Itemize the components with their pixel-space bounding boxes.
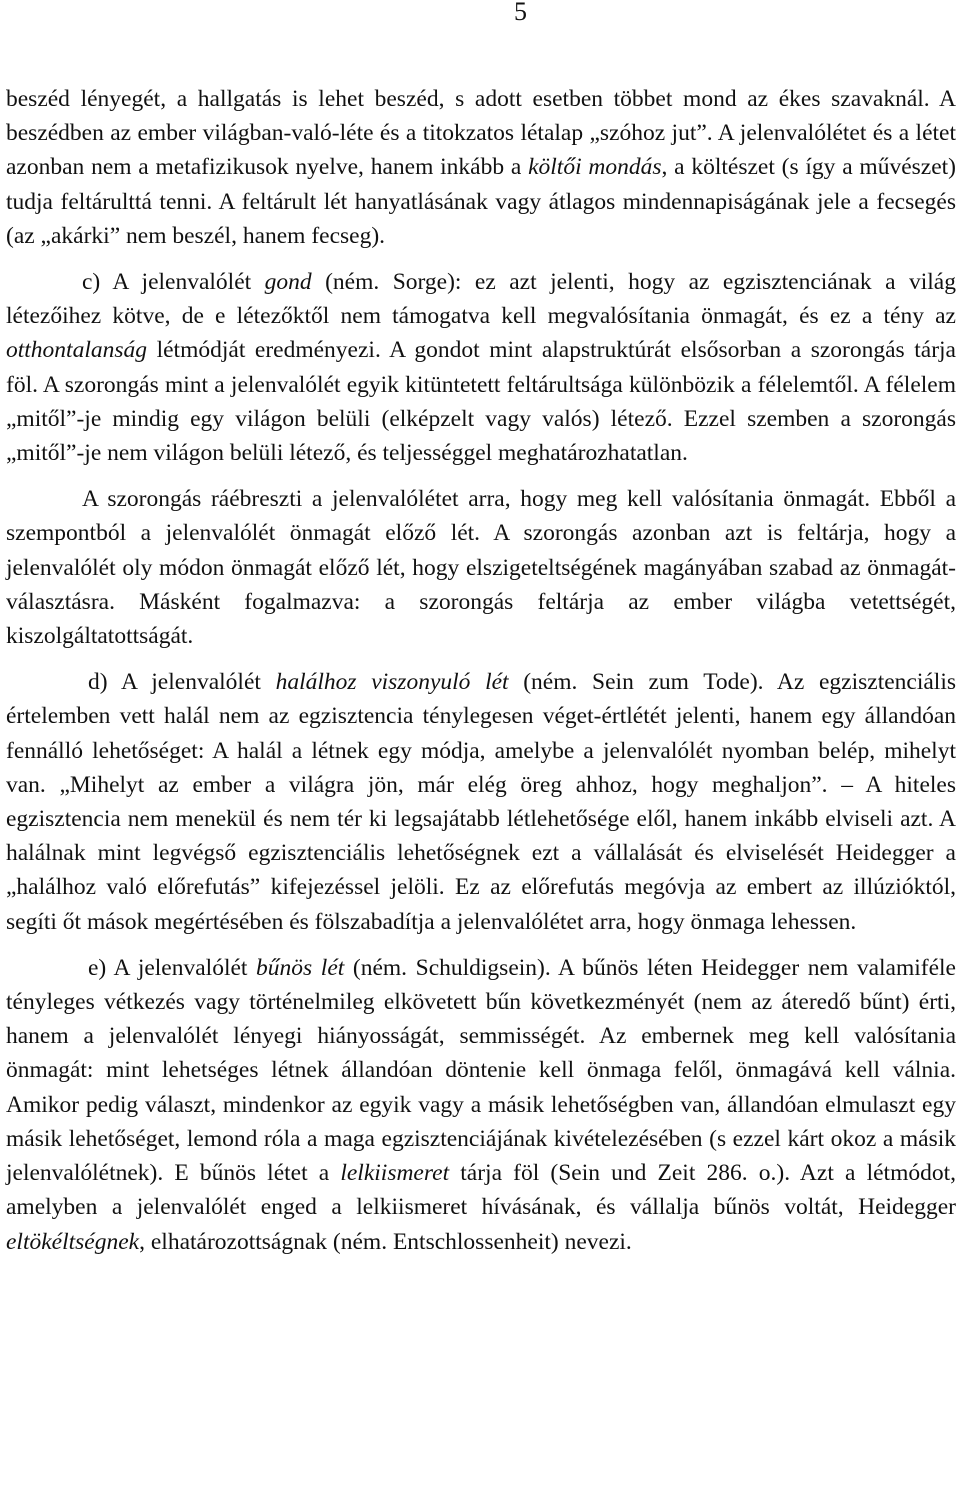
italic-term: lelkiismeret <box>340 1160 450 1187</box>
text-run: (ném. Sorge): ez azt jelenti, hogy az egzisztenciának a világ létezőihez kötve, de e létezőktől nem támogatva kell megvalósítania önmagát, és ez a tény az <box>6 269 956 330</box>
paragraph-4 <box>6 665 956 939</box>
paragraph-1 <box>6 82 956 253</box>
page-number: 5 <box>514 0 527 26</box>
paragraph-5 <box>6 951 956 1259</box>
text-run: tárja föl (Sein und Zeit 286. o.). Azt a létmódot, amelyben a jelenvalólét enged a lelkiismeret hívásának, és vállalja bűnös voltát, Heidegger <box>6 1160 956 1221</box>
text-run: (ném. Schuldigsein). A bűnös léten Heidegger nem valamiféle tényleges vétkezés vagy történelmileg elkövetett bűn következményét (nem az áteredő bűnt) érti, hanem a jelenvalólét lényegi hiányosságát, semmisségét. Az embernek meg kell valósítania önmagát: mint lehetséges létnek állandóan döntenie kell önmaga felől, önmagává kell válnia. Amikor pedig választ, mindenkor az egyik vagy a másik lehetőségben van, állandóan elmulaszt egy másik lehetőséget, lemond róla a maga egzisztenciájának kivételezésében (s ezzel kárt okoz a másik jelenvalólétnek). E bűnös létet a <box>6 954 956 1187</box>
text-run: A szorongás ráébreszti a jelenvalólétet arra, hogy meg kell valósítania önmagát. Ebből a szempontból a jelenvalólét önmagát előző lét. A szorongás azonban azt is feltárja, hogy a jelenvalólét oly módon önmagát előző lét, hogy elszigeteltségének magányában szabad az önmagát-választásra. Másként fogalmazva: a szorongás feltárja az ember világba vetettségét, kiszolgáltatottságát. <box>6 486 956 650</box>
italic-term: otthontalanság <box>6 337 148 364</box>
text-run: c) A jelenvalólét <box>82 269 265 296</box>
document-body <box>6 82 956 1259</box>
italic-term: halálhoz viszonyuló lét <box>275 669 509 696</box>
italic-term: költői mondás <box>528 154 662 181</box>
text-run: d) A jelenvalólét <box>88 669 276 696</box>
paragraph-2 <box>6 265 956 470</box>
text-run: , a költészet (s így a művészet) tudja feltárulttá tenni. A feltárult lét hanyatlásának vagy átlagos mindennapiságának jele a fecsegés (az „akárki” nem beszél, hanem fecseg). <box>6 154 956 249</box>
text-run: beszéd lényegét, a hallgatás is lehet beszéd, s adott esetben többet mond az ékes szavaknál. A beszédben az ember világban-való-léte és a titokzatos létalap „szóhoz jut”. A jelenvalólétet és a létet azonban nem a metafizikusok nyelve, hanem inkább a <box>6 86 956 181</box>
text-run: (ném. Sein zum Tode). Az egzisztenciális értelemben vett halál nem az egzisztencia ténylegesen véget-értlétét jelenti, hanem egy állandóan fennálló lehetőséget: A halál a létnek egy módja, amelybe a jelenvalólét nyomban belép, mihelyt van. „Mihelyt az ember a világra jön, már elég öreg ahhoz, hogy meghaljon”. – A hiteles egzisztencia nem menekül és nem tér ki legsajátabb létlehetősége elől, hanem inkább elviseli azt. A halálnak mint legvégső egzisztenciális lehetőségnek ezt a vállalását és elviselését Heidegger a „halálhoz való előrefutás” kifejezéssel jelöli. Ez az előrefutás megóvja az embert az illúzióktól, segíti őt mások megértésében és fölszabadítja a jelenvalólétet arra, hogy önmaga lehessen. <box>6 669 956 935</box>
paragraph-3 <box>6 482 956 653</box>
text-run: , elhatározottságnak (ném. Entschlossenheit) nevezi. <box>139 1228 632 1255</box>
italic-term: bűnös lét <box>256 954 345 981</box>
italic-term: gond <box>264 269 312 296</box>
text-run: létmódját eredményezi. A gondot mint alapstruktúrát elsősorban a szorongás tárja föl. A szorongás mint a jelenvalólét egyik kitüntetett feltárultsága különbözik a félelemtől. A félelem „mitől”-je mindig egy világon belüli (elképzelt vagy valós) létező. Ezzel szemben a szorongás „mitől”-je nem világon belüli létező, és teljességgel meghatározhatatlan. <box>6 337 956 467</box>
italic-term: eltökéltségnek <box>6 1228 140 1255</box>
text-run: e) A jelenvalólét <box>88 954 257 981</box>
